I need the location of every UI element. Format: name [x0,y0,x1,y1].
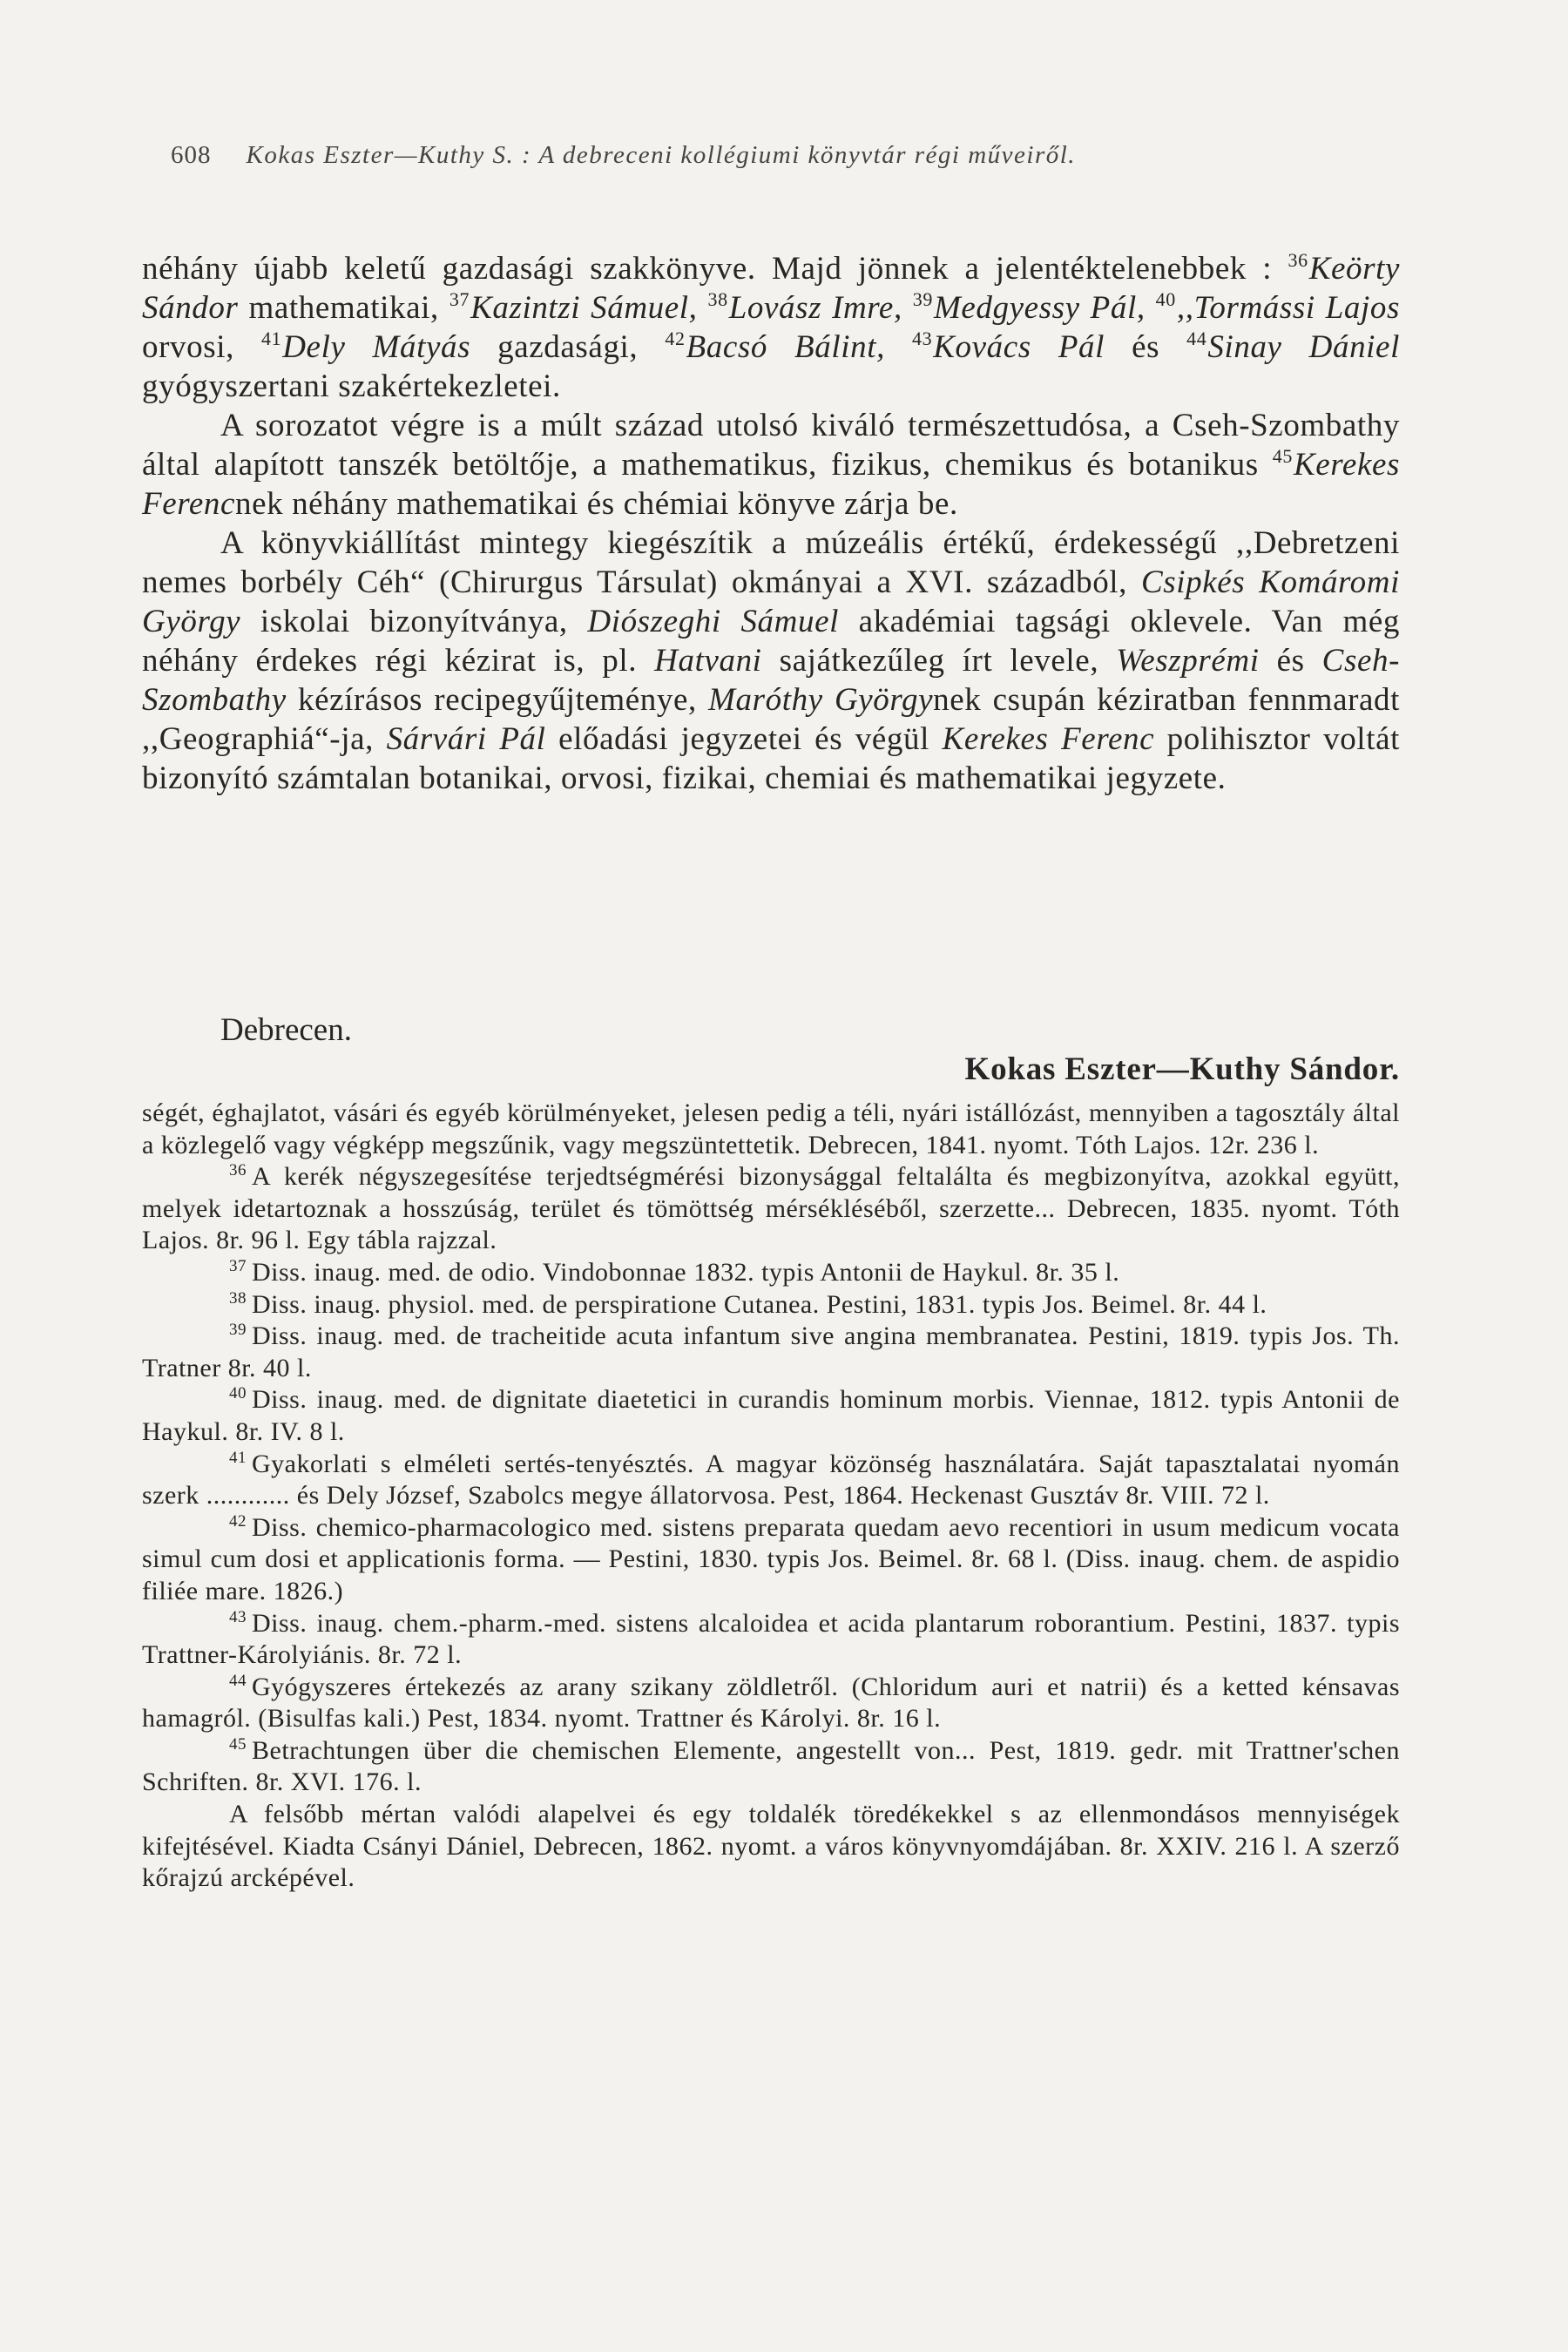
person-name: Kerekes Ferenc [942,721,1155,757]
text-span: néhány újabb keletű gazdasági szakkönyve. Majd jönnek a jelentéktelenebbek : [142,251,1288,287]
place-line: Debrecen. [220,1012,352,1048]
footnote-text: Diss. inaug. med. de tracheitide acuta infantum sive angina membranatea. Pestini, 1819. typis Jos. Th. Tratner 8r. 40 l. [142,1321,1400,1382]
footnote-ref: 41 [261,328,282,349]
footnote-ref: 40 [1155,288,1176,310]
footnote-continuation-last: A felsőbb mértan valódi alapelvei és egy toldalék töredékekkel s az ellenmondásos mennyiségek kifejtésével. Kiadta Csányi Dániel, Debrecen, 1862. nyomt. a város könyvnyomdájában. 8r. XXIV. 216 l. A szerző kőrajzú arcképével. [142,1800,1400,1893]
footnote-40 [142,1384,1400,1448]
person-name: Maróthy György [708,682,934,718]
person-name: Keörty Sándor [142,251,1400,326]
footnote-ref: 44 [1186,328,1207,349]
person-name: Weszprémi [1116,643,1260,679]
footnote-39 [142,1321,1400,1384]
page-number: 608 [171,141,212,169]
footnote-number: 42 [229,1511,247,1531]
footnote-text: Gyakorlati s elméleti sertés-tenyésztés. A magyar közönség használatára. Saját tapasztalatai nyomán szerk ............ és Dely József, Szabolcs megye állatorvosa. Pest, 1864. Heckenast Gusztáv 8r. VIII. 72 l. [142,1449,1400,1511]
person-name: Medgyessy Pál, [933,290,1146,326]
person-name: Kovács Pál [933,329,1105,365]
person-name: Lovász Imre, [728,290,902,326]
footnote-42 [142,1512,1400,1608]
footnote-44 [142,1672,1400,1735]
footnote-ref: 37 [449,288,470,310]
text-span: előadási jegyzetei és végül [545,721,943,757]
footnote-text: Betrachtungen über die chemischen Elemente, angestellt von... Pest, 1819. gedr. mit Trattner'schen Schriften. 8r. XVI. 176. l. [142,1735,1400,1797]
person-name: Sinay Dániel [1207,329,1400,365]
footnote-text: Gyógyszeres értekezés az arany szikany zöldletről. (Chloridum auri et natrii) és a ketted kénsavas hamagról. (Bisulfas kali.) Pest, 1834. nyomt. Trattner és Károlyi. 8r. 16 l. [142,1672,1400,1734]
text-span: és [1259,643,1322,679]
text-span: nek néhány mathematikai és chémiai könyve zárja be. [235,486,958,522]
person-name: Csipkés Komáromi György [142,564,1400,639]
text-span: gazdasági, [470,329,666,365]
text-span: gyógyszertani szakértekezletei. [142,368,561,404]
signature-block [142,1010,1400,1089]
author-line: Kokas Eszter—Kuthy Sándor. [964,1051,1400,1087]
footnote-text: Diss. inaug. med. de odio. Vindobonnae 1832. typis Antonii de Haykul. 8r. 35 l. [252,1257,1120,1287]
person-name: Diószeghi Sámuel [587,604,839,639]
footnote-36 [142,1161,1400,1257]
footnotes [142,1098,1400,1895]
footnote-ref: 42 [665,328,686,349]
text-span: A sorozatot végre is a múlt század utolsó kiváló természettudósa, a Cseh-Szombathy által alapított tanszék betöltője, a mathematikus, fizikus, chemikus és botanikus [142,408,1400,483]
person-name: Hatvani [654,643,762,679]
footnote-ref: 45 [1272,445,1293,467]
paragraph-2 [142,406,1400,524]
text-span: orvosi, [142,329,262,365]
footnote-number: 41 [229,1448,247,1467]
text-span: mathematikai, [238,290,449,326]
paragraph-1 [142,249,1400,406]
text-span [902,290,913,326]
person-name: Kazintzi Sámuel, [470,290,698,326]
footnote-number: 43 [229,1607,247,1626]
text-span: A könyvkiállítást mintegy kiegészítik a múzeális értékű, érdekességű ,,Debretzeni nemes borbély Céh“ (Chirurgus Társulat) okmányai a XVI. századból, [142,525,1400,600]
footnote-number: 44 [229,1671,247,1690]
text-span: sajátkezűleg írt levele, [761,643,1117,679]
footnote-number: 37 [229,1256,247,1275]
footnote-text: Diss. inaug. chem.-pharm.-med. sistens alcaloidea et acida plantarum roborantium. Pestini, 1837. typis Trattner-Károlyiánis. 8r. 72 l. [142,1608,1400,1670]
main-text [142,249,1400,798]
footnote-continuation: ségét, éghajlatot, vásári és egyéb körülményeket, jelesen pedig a téli, nyári istállózást, mennyiben a tagosztály által a közlegelő vagy végképp megszűnik, vagy megszüntettetik. Debrecen, 1841. nyomt. Tóth Lajos. 12r. 236 l. [142,1098,1400,1159]
text-span [885,329,912,365]
text-span: kézírásos recipegyűjteménye, [286,682,709,718]
person-name: Cseh-Szombathy [142,643,1400,718]
person-name: Dely Mátyás [282,329,471,365]
person-name: Kerekes Ferenc [142,447,1400,522]
footnote-text: Diss. inaug. med. de dignitate diaetetici in curandis hominum morbis. Viennae, 1812. typis Antonii de Haykul. 8r. IV. 8 l. [142,1385,1400,1446]
text-span [698,290,708,326]
footnote-45 [142,1735,1400,1799]
footnote-ref: 43 [912,328,933,349]
footnote-text: Diss. inaug. physiol. med. de perspiratione Cutanea. Pestini, 1831. typis Jos. Beimel. 8r. 44 l. [252,1289,1267,1319]
person-name: ,,Tormássi Lajos [1176,290,1400,326]
footnote-ref: 36 [1288,249,1308,271]
footnote-text: A kerék négyszegesítése terjedtségmérési bizonysággal feltalálta és megbizonyítva, azokkal együtt, melyek idetartoznak a hosszúság, terület és tömöttség mérsékléséből, szerzette... Debrecen, 1835. nyomt. Tóth Lajos. 8r. 96 l. Egy tábla rajzzal. [142,1162,1400,1255]
footnote-ref: 39 [912,288,933,310]
footnote-38 [142,1289,1400,1321]
running-head [171,141,1408,170]
text-span: és [1105,329,1187,365]
footnote-number: 39 [229,1321,247,1340]
footnote-number: 36 [229,1161,247,1180]
text-span: iskolai bizonyítványa, [240,604,588,639]
text-span: nek csupán kéziratban fennmaradt ,,Geographiá“-ja, [142,682,1401,757]
footnote-number: 45 [229,1734,247,1754]
footnote-43 [142,1608,1400,1672]
footnote-37 [142,1257,1400,1289]
footnote-ref: 38 [707,288,728,310]
text-span: akadémiai tagsági oklevele. Van még néhány érdekes régi kézirat is, pl. [142,604,1400,679]
footnote-number: 38 [229,1288,247,1308]
text-span: polihisztor voltát bizonyító számtalan botanikai, orvosi, fizikai, chemiai és mathematikai jegyzete. [142,721,1400,796]
paragraph-3 [142,524,1400,798]
text-span [1146,290,1156,326]
person-name: Bacsó Bálint, [686,329,885,365]
footnote-41 [142,1449,1400,1512]
person-name: Sárvári Pál [386,721,546,757]
footnote-number: 40 [229,1384,247,1403]
running-title: Kokas Eszter—Kuthy S. : A debreceni kollégiumi könyvtár régi műveiről. [246,141,1077,169]
footnote-text: Diss. chemico-pharmacologico med. sistens preparata quedam aevo recentiori in usum medicum vocata simul cum dosi et applicationis forma. — Pestini, 1830. typis Jos. Beimel. 8r. 68 l. (Diss. inaug. chem. de aspidio filiée mare. 1826.) [142,1512,1400,1605]
